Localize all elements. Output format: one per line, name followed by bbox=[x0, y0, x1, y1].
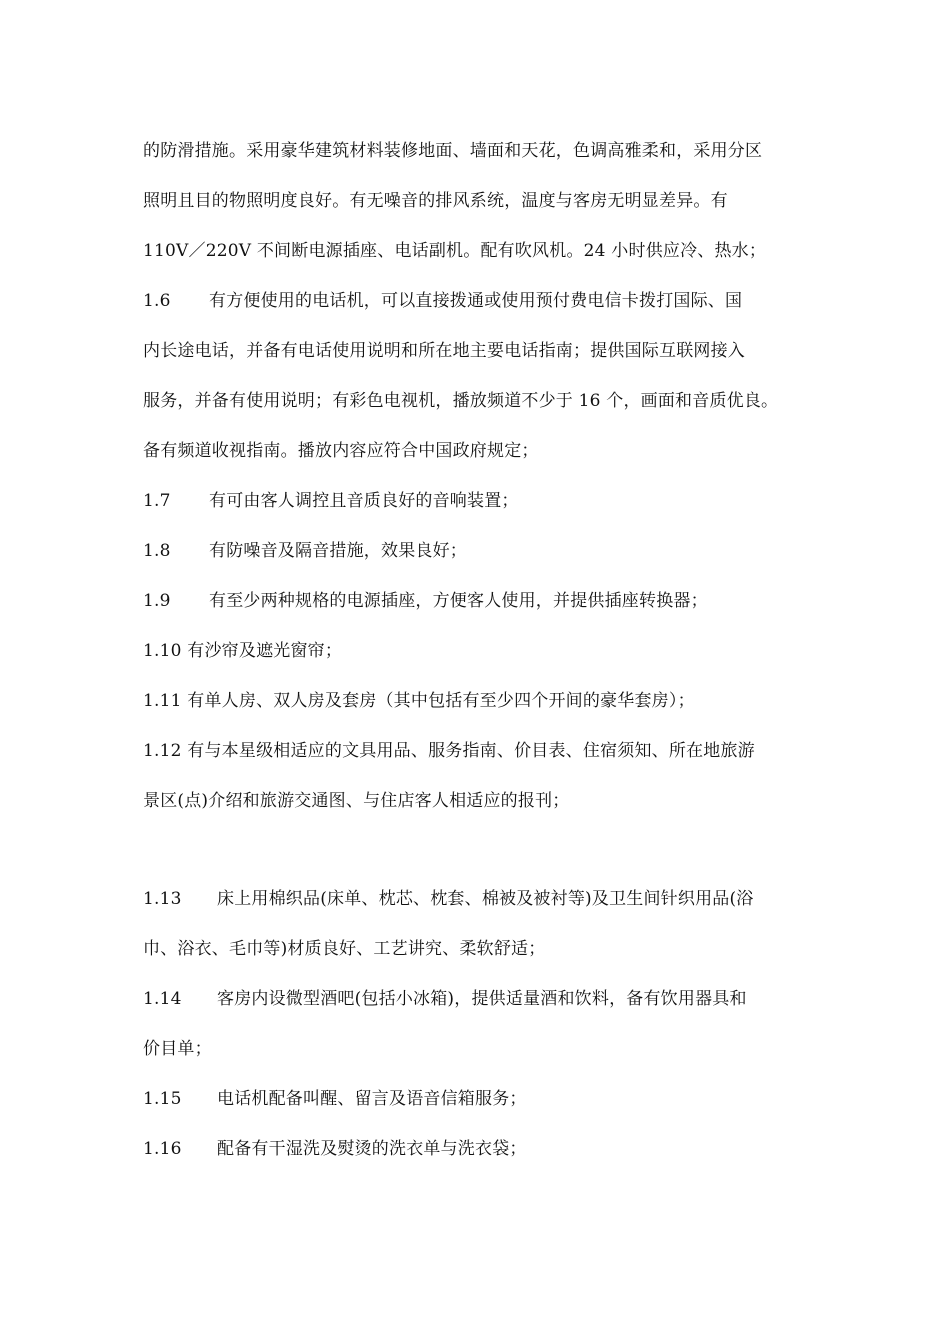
numbered-item-1-10 bbox=[143, 639, 793, 663]
text-line bbox=[143, 139, 793, 163]
item-text: 有与本星级相适应的文具用品、服务指南、价目表、住宿须知、所在地旅游 bbox=[187, 741, 755, 761]
item-text: 有可由客人调控且音质良好的音响装置； bbox=[209, 491, 519, 511]
item-number: 1.11 bbox=[143, 691, 182, 711]
numbered-item-1-16 bbox=[143, 1137, 793, 1161]
numbered-item-1-12 bbox=[143, 739, 793, 763]
line-text: 巾、浴衣、毛巾等)材质良好、工艺讲究、柔软舒适； bbox=[143, 939, 546, 959]
numbered-item-1-14 bbox=[143, 987, 793, 1011]
text-line bbox=[143, 239, 793, 263]
text-line bbox=[143, 937, 793, 961]
line-text: 内长途电话，并备有电话使用说明和所在地主要电话指南；提供国际互联网接入 bbox=[143, 341, 745, 361]
item-text: 有沙帘及遮光窗帘； bbox=[187, 641, 343, 661]
line-text: 的防滑措施。采用豪华建筑材料装修地面、墙面和天花，色调高雅柔和，采用分区 bbox=[143, 141, 763, 161]
item-number: 1.10 bbox=[143, 641, 182, 661]
text-line bbox=[143, 189, 793, 213]
line-text: 备有频道收视指南。播放内容应符合中国政府规定； bbox=[143, 441, 539, 461]
item-number: 1.7 bbox=[143, 491, 171, 511]
item-number: 1.13 bbox=[143, 889, 182, 909]
item-text: 客房内设微型酒吧(包括小冰箱)，提供适量酒和饮料，备有饮用器具和 bbox=[217, 989, 747, 1009]
numbered-item-1-13 bbox=[143, 887, 793, 911]
numbered-item-1-9 bbox=[143, 589, 793, 613]
text-line bbox=[143, 389, 793, 413]
text-line bbox=[143, 439, 793, 463]
line-text: 景区(点)介绍和旅游交通图、与住店客人相适应的报刊； bbox=[143, 791, 570, 811]
item-number: 1.16 bbox=[143, 1139, 182, 1159]
line-text: 价目单； bbox=[143, 1039, 212, 1059]
item-number: 1.6 bbox=[143, 291, 171, 311]
item-text: 有单人房、双人房及套房（其中包括有至少四个开间的豪华套房）； bbox=[187, 691, 695, 711]
text-line bbox=[143, 1037, 793, 1061]
text-line bbox=[143, 789, 793, 813]
item-number: 1.15 bbox=[143, 1089, 182, 1109]
item-text: 配备有干湿洗及熨烫的洗衣单与洗衣袋； bbox=[217, 1139, 527, 1159]
item-number: 1.12 bbox=[143, 741, 182, 761]
line-text: 照明且目的物照明度良好。有无噪音的排风系统，温度与客房无明显差异。有 bbox=[143, 191, 728, 211]
line-text: 服务，并备有使用说明；有彩色电视机，播放频道不少于 16 个，画面和音质优良。 bbox=[143, 391, 779, 411]
item-number: 1.14 bbox=[143, 989, 182, 1009]
text-line bbox=[143, 339, 793, 363]
item-text: 有至少两种规格的电源插座，方便客人使用，并提供插座转换器； bbox=[209, 591, 708, 611]
item-text: 有防噪音及隔音措施，效果良好； bbox=[209, 541, 467, 561]
numbered-item-1-7 bbox=[143, 489, 793, 513]
item-number: 1.9 bbox=[143, 591, 171, 611]
item-text: 有方便使用的电话机，可以直接拨通或使用预付费电信卡拨打国际、国 bbox=[209, 291, 743, 311]
numbered-item-1-15 bbox=[143, 1087, 793, 1111]
numbered-item-1-8 bbox=[143, 539, 793, 563]
numbered-item-1-6 bbox=[143, 289, 793, 313]
numbered-item-1-11 bbox=[143, 689, 793, 713]
item-number: 1.8 bbox=[143, 541, 171, 561]
line-text: 110V／220V 不间断电源插座、电话副机。配有吹风机。24 小时供应冷、热水； bbox=[143, 241, 767, 261]
item-text: 电话机配备叫醒、留言及语音信箱服务； bbox=[217, 1089, 527, 1109]
item-text: 床上用棉织品(床单、枕芯、枕套、棉被及被衬等)及卫生间针织用品(浴 bbox=[217, 889, 754, 909]
